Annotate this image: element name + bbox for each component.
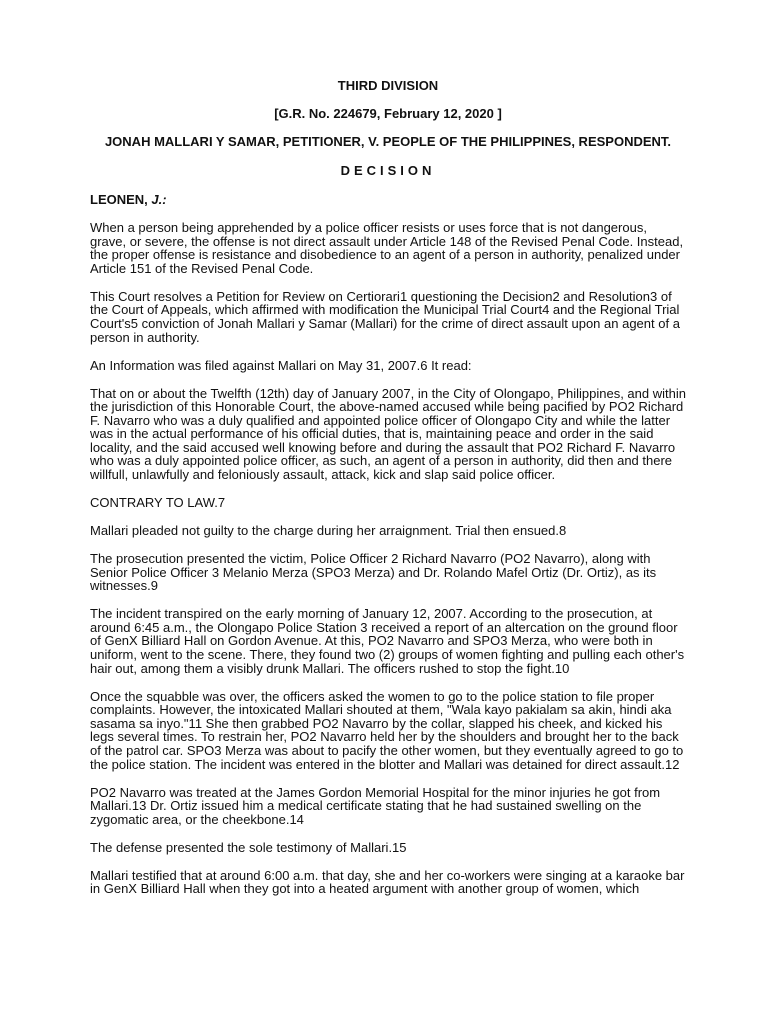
decision-text [90,221,686,910]
paragraph: An Information was filed against Mallari on May 31, 2007.6 It read: [90,357,472,373]
paragraph: CONTRARY TO LAW.7 [90,495,226,511]
paragraph: The defense presented the sole testimony of Mallari.15 [90,839,407,855]
quoted-information: That on or about the Twelfth (12th) day of January 2007, in the City of Olongapo, Philippines, and within the jurisdiction of this Honorable Court, the above-named accused while being pacified by PO2 Richard F. Navarro who was a duly qualified and appointed police officer of Olongapo City and while the latter was in the actual performance of his official duties, that is, maintaining peace and order in the said locality, and the said accused well knowing before and during the assault that PO2 Richard F. Navarro who was a duly appointed police officer, as such, an agent of a person in authority, did then and there willfull, unlawfully and feloniously assault, attack, kick and slap said police officer. [90,385,686,483]
ponente-line [90,193,167,207]
paragraph: This Court resolves a Petition for Review on Certiorari1 questioning the Decision2 and Resolution3 of the Court of Appeals, which affirmed with modification the Municipal Trial Court4 and the Regional Trial Court's5 conviction of Jonah Mallari y Samar (Mallari) for the crime of direct assault upon an agent of a person in authority. [90,288,680,345]
ponente-title: J.: [151,192,167,207]
paragraph: When a person being apprehended by a police officer resists or uses force that is not dangerous, grave, or severe, the offense is not direct assault under Article 148 of the Revised Penal Code. Instead, the proper offense is resistance and disobedience to an agent of a person in authority, penalized under Article 151 of the Revised Penal Code. [90,220,684,276]
paragraph: Mallari testified that at around 6:00 a.m. that day, she and her co-workers were singing at a karaoke bar in GenX Billiard Hall when they got into a heated argument with another group of women, which [90,867,685,897]
decision-heading: DECISION [340,163,436,178]
paragraph: The incident transpired on the early morning of January 12, 2007. According to the prosecution, at around 6:45 a.m., the Olongapo Police Station 3 received a report of an altercation on the ground floor of GenX Billiard Hall on Gordon Avenue. At this, PO2 Navarro and SPO3 Merza, who were both in uniform, went to the scene. There, they found two (2) groups of women fighting and pulling each other's hair out, among them a visibly drunk Mallari. The officers rushed to stop the fight.10 [90,606,685,676]
division-heading: THIRD DIVISION [337,78,439,93]
case-number-heading: [G.R. No. 224679, February 12, 2020 ] [274,106,502,121]
paragraph: Mallari pleaded not guilty to the charge during her arraignment. Trial then ensued.8 [90,523,567,539]
paragraph: The prosecution presented the victim, Police Officer 2 Richard Navarro (PO2 Navarro), along with Senior Police Officer 3 Melanio Merza (SPO3 Merza) and Dr. Rolando Mafel Ortiz (Dr. Ortiz), as its witnesses.9 [90,551,657,594]
paragraph: Once the squabble was over, the officers asked the women to go to the police station to file proper complaints. However, the intoxicated Mallari shouted at them, "Wala kayo pakialam sa akin, hindi aka sasama sa inyo."11 She then grabbed PO2 Navarro by the collar, slapped his cheek, and kicked his legs several times. To restrain her, PO2 Navarro held her by the shoulders and brought her to the back of the patrol car. SPO3 Merza was about to pacify the other women, but they eventually agreed to go to the police station. The incident was entered in the blotter and Mallari was detained for direct assault.12 [90,688,684,772]
ponente-name: LEONEN, [90,192,148,207]
parties-heading: JONAH MALLARI Y SAMAR, PETITIONER, V. PEOPLE OF THE PHILIPPINES, RESPONDENT. [104,134,672,149]
paragraph: PO2 Navarro was treated at the James Gordon Memorial Hospital for the minor injuries he got from Mallari.13 Dr. Ortiz issued him a medical certificate stating that he had sustained swelling on the zygomatic area, or the cheekbone.14 [90,784,661,827]
